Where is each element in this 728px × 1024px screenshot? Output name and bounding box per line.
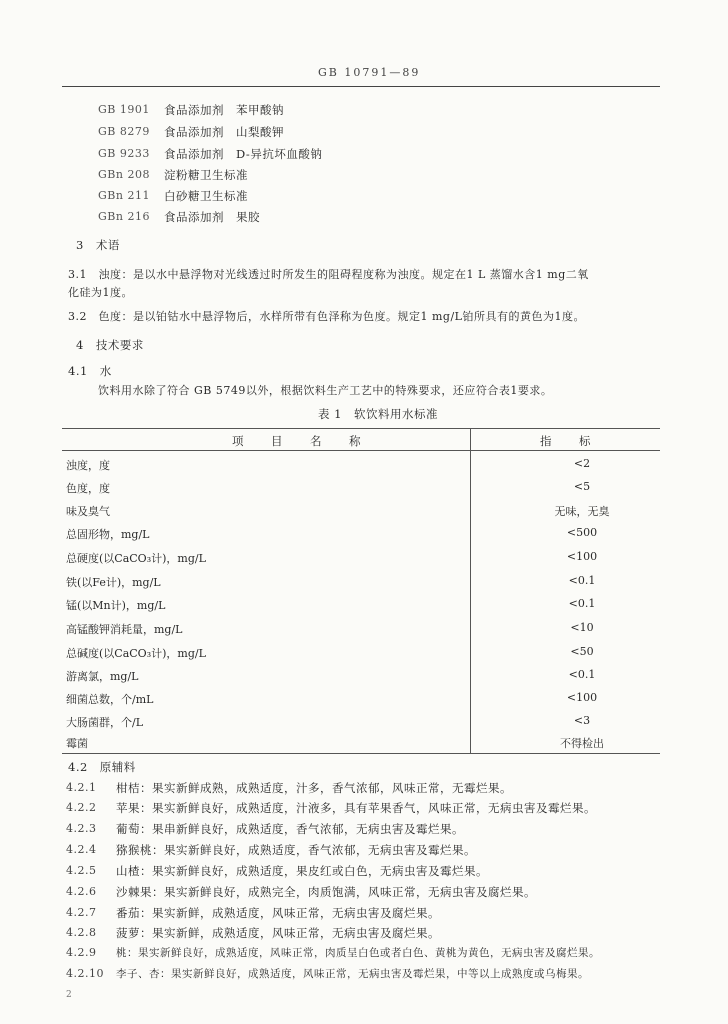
table-row xyxy=(62,570,660,591)
row-index-value: <10 xyxy=(570,621,594,634)
item-text: 柑桔：果实新鲜成熟，成熟适度，汁多，香气浓郁，风味正常，无霉烂果。 xyxy=(116,781,512,795)
section-4-title: 4 技术要求 xyxy=(76,338,144,352)
reference-code: GBn 216 xyxy=(98,210,150,223)
item-number: 4.2.5 xyxy=(66,864,97,877)
table-title: 表 1 软饮料用水标准 xyxy=(318,407,438,421)
reference-name: 食品添加剂 苯甲酸钠 xyxy=(164,103,284,117)
standard-number-header: GB 10791—89 xyxy=(318,66,421,79)
reference-code: GB 8279 xyxy=(98,125,150,138)
reference-name: 食品添加剂 果胶 xyxy=(164,210,260,224)
table-row xyxy=(62,546,660,567)
table-row xyxy=(62,617,660,638)
item-number: 4.2.9 xyxy=(66,946,97,959)
table-row xyxy=(62,522,660,543)
item-text: 菠萝：果实新鲜，成熟适度，风味正常，无病虫害及腐烂果。 xyxy=(116,926,440,940)
reference-name: 食品添加剂 山梨酸钾 xyxy=(164,125,284,139)
section-3-title: 3 术语 xyxy=(76,238,120,252)
table-row xyxy=(62,710,660,731)
row-item-name: 铁(以Fe计)，mg/L xyxy=(66,576,161,589)
item-number: 4.2.4 xyxy=(66,843,97,856)
table-header-item: 项 目 名 称 xyxy=(232,434,369,448)
row-index-value: <500 xyxy=(566,526,598,539)
row-item-name: 色度，度 xyxy=(66,482,110,495)
table-bottom-rule xyxy=(62,753,660,754)
row-item-name: 总硬度(以CaCO₃计)，mg/L xyxy=(66,552,206,565)
page-mark: 2 xyxy=(66,990,72,1000)
table-row xyxy=(62,687,660,708)
row-item-name: 大肠菌群，个/L xyxy=(66,716,144,729)
table-top-rule xyxy=(62,428,660,429)
item-number: 4.2.6 xyxy=(66,885,97,898)
row-index-value: <100 xyxy=(566,691,598,704)
item-text: 番茄：果实新鲜，成熟适度，风味正常，无病虫害及腐烂果。 xyxy=(116,906,440,920)
row-item-name: 味及臭气 xyxy=(66,505,110,518)
row-index-value: 无味，无臭 xyxy=(554,505,610,518)
item-number: 4.2.10 xyxy=(66,967,104,980)
row-index-value: <0.1 xyxy=(568,574,596,587)
row-item-name: 总固形物，mg/L xyxy=(66,528,150,541)
reference-code: GB 9233 xyxy=(98,147,150,160)
item-number: 4.2.8 xyxy=(66,926,97,939)
row-index-value: <2 xyxy=(573,457,591,470)
row-index-value: <3 xyxy=(573,714,591,727)
item-number: 4.2.2 xyxy=(66,801,97,814)
row-index-value: <100 xyxy=(566,550,598,563)
table-row xyxy=(62,476,660,497)
table-row xyxy=(62,499,660,520)
item-text: 苹果：果实新鲜良好，成熟适度，汁液多，具有苹果香气，风味正常，无病虫害及霉烂果。 xyxy=(116,801,596,815)
table-row xyxy=(62,664,660,685)
row-item-name: 霉菌 xyxy=(66,737,88,750)
row-index-value: 不得检出 xyxy=(560,737,604,750)
reference-name: 白砂糖卫生标准 xyxy=(164,189,248,203)
reference-code: GBn 211 xyxy=(98,189,150,202)
reference-code: GBn 208 xyxy=(98,168,150,181)
row-item-name: 高锰酸钾消耗量，mg/L xyxy=(66,623,183,636)
table-header-rule xyxy=(62,450,660,451)
row-index-value: <0.1 xyxy=(568,668,596,681)
item-text: 桃：果实新鲜良好，成熟适度，风味正常，肉质呈白色或者白色、黄桃为黄色，无病虫害及腐烂果。 xyxy=(116,947,600,959)
row-item-name: 浊度，度 xyxy=(66,459,110,472)
row-index-value: <50 xyxy=(570,645,594,658)
water-standard-table xyxy=(62,428,660,754)
item-text: 山楂：果实新鲜良好，成熟适度，果皮红或白色，无病虫害及霉烂果。 xyxy=(116,864,488,878)
row-item-name: 游离氯，mg/L xyxy=(66,670,139,683)
item-text: 李子、杏：果实新鲜良好，成熟适度，风味正常，无病虫害及霉烂果，中等以上成熟度或乌梅果。 xyxy=(116,968,589,980)
table-row xyxy=(62,731,660,752)
row-index-value: <5 xyxy=(573,480,591,493)
section-4-1-title: 4.1 水 xyxy=(68,364,112,378)
table-row xyxy=(62,593,660,614)
item-number: 4.2.7 xyxy=(66,906,97,919)
item-text: 葡萄：果串新鲜良好，成熟适度，香气浓郁，无病虫害及霉烂果。 xyxy=(116,822,464,836)
table-row xyxy=(62,641,660,662)
item-number: 4.2.3 xyxy=(66,822,97,835)
row-item-name: 总碱度(以CaCO₃计)，mg/L xyxy=(66,647,206,660)
reference-code: GB 1901 xyxy=(98,103,150,116)
item-number: 4.2.1 xyxy=(66,781,97,794)
section-3-1-line2: 化硅为1度。 xyxy=(68,286,133,299)
table-row xyxy=(62,453,660,474)
table-header-index: 指 标 xyxy=(540,434,599,448)
section-4-2-title: 4.2 原辅料 xyxy=(68,760,136,774)
section-3-1-line1: 3.1 浊度：是以水中悬浮物对光线透过时所发生的阻碍程度称为浊度。规定在1 L 蒸馏水含1 mg二氧 xyxy=(68,268,589,281)
section-4-1-intro: 饮料用水除了符合 GB 5749以外，根据饮料生产工艺中的特殊要求，还应符合表1要求。 xyxy=(98,384,553,397)
item-text: 沙棘果：果实新鲜良好，成熟完全，肉质饱满，风味正常，无病虫害及腐烂果。 xyxy=(116,885,536,899)
row-item-name: 细菌总数，个/mL xyxy=(66,693,154,706)
header-rule xyxy=(62,86,660,87)
row-item-name: 锰(以Mn计)，mg/L xyxy=(66,599,166,612)
item-text: 猕猴桃：果实新鲜良好，成熟适度，香气浓郁，无病虫害及霉烂果。 xyxy=(116,843,476,857)
section-3-2: 3.2 色度：是以铂钴水中悬浮物后，水样所带有色泽称为色度。规定1 mg/L铂所具有的黄色为1度。 xyxy=(68,310,585,323)
reference-name: 食品添加剂 D-异抗坏血酸钠 xyxy=(164,147,323,161)
row-index-value: <0.1 xyxy=(568,597,596,610)
reference-name: 淀粉糖卫生标准 xyxy=(164,168,248,182)
